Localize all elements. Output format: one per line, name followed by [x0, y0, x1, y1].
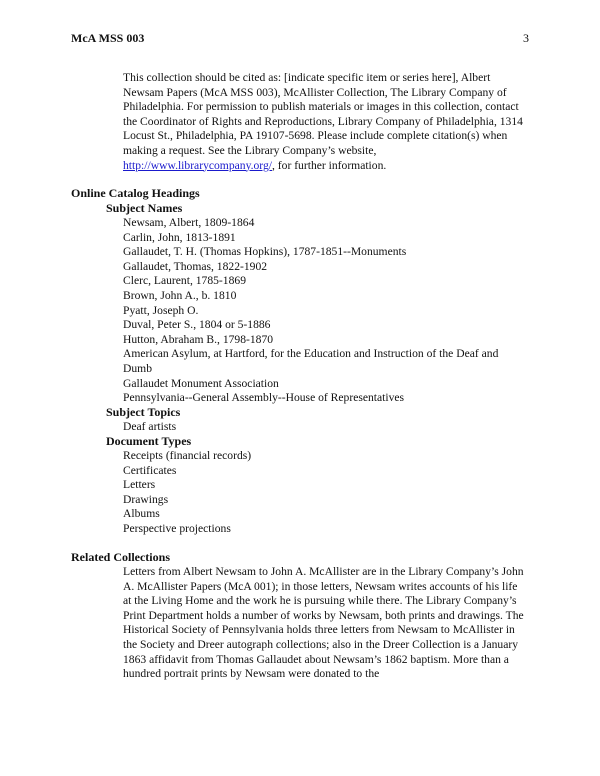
collection-code: McA MSS 003	[71, 31, 145, 45]
list-item: Certificates	[123, 463, 177, 477]
citation-text-end: , for further information.	[271, 158, 387, 172]
subject-topics-heading: Subject Topics	[106, 405, 181, 419]
list-item: Duval, Peter S., 1804 or 5-1886	[123, 318, 271, 332]
document-types-list	[123, 449, 523, 537]
citation-text: This collection should be cited as: [indicate specific item or series here], Albert Newsam Papers (McA MSS 003), McAllister Collection, The Library Company of Philadelphia. For permission to publish materials or images in this collection, contact the Coordinator of Rights and Reproductions, Library Company of Philadelphia, 1314 Locust St., Philadelphia, PA 19107-5698. Please include complete citation(s) when making a request. See the Library Company’s website,	[123, 71, 523, 157]
list-item: Gallaudet, T. H. (Thomas Hopkins), 1787-1851--Monuments	[123, 245, 407, 259]
list-item: Gallaudet Monument Association	[123, 376, 279, 390]
list-item: Receipts (financial records)	[123, 449, 252, 462]
subject-names-heading: Subject Names	[106, 201, 183, 215]
citation-paragraph	[123, 71, 523, 173]
related-collections-title: Related Collections	[71, 550, 170, 564]
list-item: Gallaudet, Thomas, 1822-1902	[123, 259, 268, 273]
library-website-link[interactable]: http://www.librarycompany.org/	[123, 158, 272, 172]
list-item: Newsam, Albert, 1809-1864	[123, 216, 255, 229]
related-collections-paragraph: Letters from Albert Newsam to John A. McAllister are in the Library Company’s John A. McAllister Papers (McA 001); in those letters, Newsam writes accounts of his life at the Living Home and the work he is pursuing while there. The Library Company’s Print Department holds a number of works by Newsam, both prints and drawings. The Historical Society of Pennsylvania holds three letters from Newsam to McAllister in the Society and Dreer autograph collections; also in the Dreer Collection is a January 1863 affidavit from Thomas Gallaudet about Newsam’s 1862 baptism. More than a hundred portrait prints by Newsam were donated to the	[123, 565, 524, 681]
list-item: Brown, John A., b. 1810	[123, 288, 237, 302]
list-item: Drawings	[123, 492, 169, 506]
list-item: Pyatt, Joseph O.	[123, 303, 199, 317]
list-item: American Asylum, at Hartford, for the Education and Instruction of the Deaf and Dumb	[123, 347, 499, 375]
list-item: Clerc, Laurent, 1785-1869	[123, 274, 246, 288]
list-item: Pennsylvania--General Assembly--House of Representatives	[123, 391, 405, 405]
list-item: Letters	[123, 478, 156, 492]
page-number: 3	[523, 31, 529, 45]
online-catalog-headings-title: Online Catalog Headings	[71, 186, 200, 200]
list-item: Deaf artists	[123, 420, 177, 433]
subject-names-list	[123, 216, 523, 406]
list-item: Carlin, John, 1813-1891	[123, 230, 236, 244]
subject-topics-list	[123, 420, 523, 435]
list-item: Albums	[123, 507, 160, 521]
page-header	[71, 31, 529, 47]
list-item: Hutton, Abraham B., 1798-1870	[123, 332, 274, 346]
document-types-heading: Document Types	[106, 434, 192, 448]
list-item: Perspective projections	[123, 521, 231, 535]
